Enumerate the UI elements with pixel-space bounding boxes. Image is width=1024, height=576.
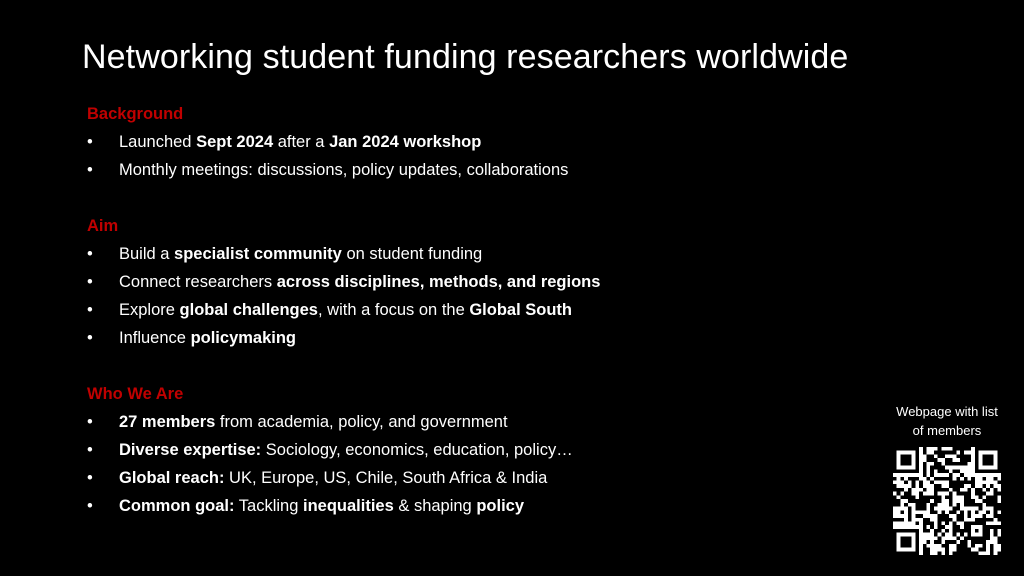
- bullet-icon: •: [87, 469, 93, 487]
- qr-code-graphic: [893, 447, 1001, 555]
- text-run: , with a focus on the: [318, 301, 470, 319]
- text-run: Tackling: [234, 497, 303, 515]
- bold-text-run: Jan 2024 workshop: [329, 133, 482, 151]
- bold-text-run: policymaking: [190, 329, 297, 347]
- text-run: Sociology, economics, education, policy…: [261, 441, 573, 459]
- text-run: after a: [273, 133, 330, 151]
- bullet-icon: •: [87, 161, 93, 179]
- bullet-icon: •: [87, 413, 93, 431]
- qr-caption-line1: Webpage with list: [896, 404, 998, 419]
- bold-text-run: specialist community: [174, 245, 342, 263]
- slide-title: Networking student funding researchers worldwide: [82, 38, 849, 76]
- bold-text-run: Global reach:: [119, 469, 225, 487]
- bullet-item: [87, 327, 847, 355]
- text-run: on student funding: [341, 245, 483, 263]
- bullet-item: [87, 131, 847, 159]
- text-run: from academia, policy, and government: [215, 413, 508, 431]
- text-run: UK, Europe, US, Chile, South Africa & India: [224, 469, 548, 487]
- bold-text-run: 27 members: [119, 413, 216, 431]
- text-run: Build a: [119, 245, 175, 263]
- bullet-text: [119, 245, 482, 263]
- bold-text-run: policy: [476, 497, 525, 515]
- bullet-item: [87, 495, 847, 523]
- bullet-icon: •: [87, 245, 93, 263]
- bullet-item: [87, 159, 847, 187]
- bold-text-run: Diverse expertise:: [119, 441, 262, 459]
- text-run: Connect researchers: [119, 273, 277, 291]
- text-run: Monthly meetings: discussions, policy updates, collaborations: [119, 161, 569, 179]
- bold-text-run: Common goal:: [119, 497, 235, 515]
- bullet-item: [87, 439, 847, 467]
- bullet-item: [87, 271, 847, 299]
- text-run: Influence: [119, 329, 191, 347]
- bold-text-run: Global South: [469, 301, 573, 319]
- bold-text-run: global challenges: [179, 301, 318, 319]
- bullet-text: [119, 273, 600, 291]
- text-run: Explore: [119, 301, 180, 319]
- bullet-text: [119, 497, 524, 515]
- bullet-list-background: [87, 131, 847, 187]
- bullet-text: [119, 469, 547, 487]
- qr-code-icon[interactable]: [893, 447, 1001, 555]
- bullet-list-aim: [87, 243, 847, 355]
- section-heading-background: Background: [87, 105, 184, 123]
- qr-caption-line2: of members: [912, 423, 982, 438]
- qr-caption: [872, 402, 1022, 440]
- bullet-icon: •: [87, 441, 93, 459]
- bullet-text: [119, 301, 572, 319]
- bullet-icon: •: [87, 273, 93, 291]
- text-run: & shaping: [393, 497, 477, 515]
- bullet-text: [119, 133, 481, 151]
- bullet-icon: •: [87, 497, 93, 515]
- bullet-icon: •: [87, 301, 93, 319]
- bullet-item: [87, 243, 847, 271]
- slide-body: [87, 103, 847, 523]
- bullet-icon: •: [87, 329, 93, 347]
- bold-text-run: inequalities: [302, 497, 394, 515]
- bullet-text: [119, 413, 508, 431]
- bullet-text: [119, 161, 568, 179]
- bullet-text: [119, 441, 573, 459]
- text-run: Launched: [119, 133, 197, 151]
- section-heading-aim: Aim: [87, 217, 119, 235]
- bold-text-run: across disciplines, methods, and regions: [276, 273, 601, 291]
- bold-text-run: Sept 2024: [196, 133, 274, 151]
- bullet-icon: •: [87, 133, 93, 151]
- bullet-text: [119, 329, 296, 347]
- bullet-list-who-we-are: [87, 411, 847, 523]
- bullet-item: [87, 411, 847, 439]
- bullet-item: [87, 299, 847, 327]
- section-heading-who-we-are: Who We Are: [87, 385, 184, 403]
- bullet-item: [87, 467, 847, 495]
